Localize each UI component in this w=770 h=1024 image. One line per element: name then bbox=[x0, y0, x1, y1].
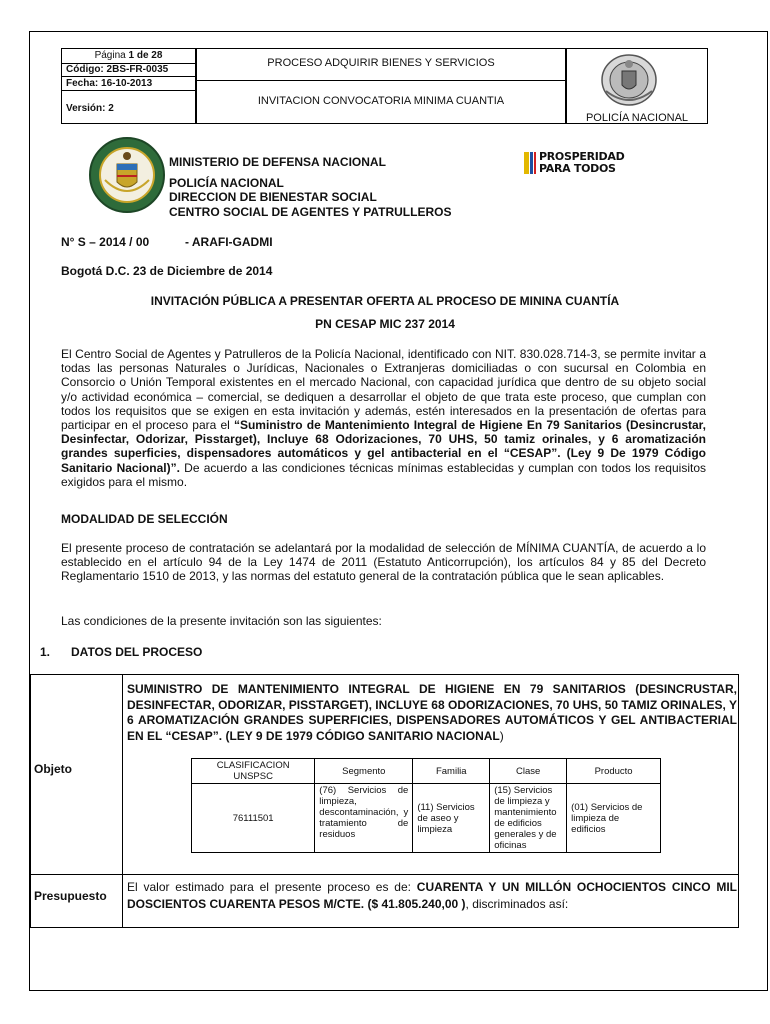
cell-clase: (15) Servicios de limpieza y mantenimiento de edificios generales y de oficinas bbox=[490, 784, 567, 853]
prosperidad-line2: PARA TODOS bbox=[539, 162, 616, 175]
intro-paragraph bbox=[61, 347, 706, 489]
header-segmento: Segmento bbox=[315, 759, 413, 784]
presupuesto-text bbox=[127, 879, 737, 913]
objeto-text-bold: SUMINISTRO DE MANTENIMIENTO INTEGRAL DE HIGIENE EN 79 SANITARIOS (DESINCRUSTAR, DESINFECTAR, ODORIZAR, PISSTARGET), INCLUYE 68 ODORIZACIONES, 70 UHS, 50 TAMIZ ORINALES, Y 6 AROMATIZACIÓN GRANDES SUPERFICIES, DISPENSADORES AUTOMÁTICOS Y GEL ANTIBACTERIAL EN EL “CESAP”. (LEY 9 DE 1979 CÓDIGO SANITARIO NACIONAL bbox=[127, 682, 737, 743]
entity-center: CENTRO SOCIAL DE AGENTES Y PATRULLEROS bbox=[169, 204, 452, 219]
form-date: Fecha: 16-10-2013 bbox=[66, 78, 153, 89]
entity-police: POLICÍA NACIONAL bbox=[169, 175, 284, 190]
invitation-title: INVITACION CONVOCATORIA MINIMA CUANTIA bbox=[257, 95, 505, 107]
conditions-text: Las condiciones de la presente invitación son las siguientes: bbox=[61, 614, 382, 628]
divider bbox=[61, 90, 196, 91]
unspsc-table bbox=[191, 758, 661, 853]
intro-tail: De acuerdo a las condiciones técnicas mínimas establecidas y cumplan con todos los requisitos exigidos para el mismo. bbox=[61, 460, 706, 489]
presupuesto-amount: CUARENTA Y UN MILLÓN OCHOCIENTOS CINCO MIL DOSCIENTOS CUARENTA PESOS M/CTE. ($ 41.805.240,00 ) bbox=[127, 880, 738, 911]
process-title: PROCESO ADQUIRIR BIENES Y SERVICIOS bbox=[267, 57, 495, 69]
logo-bar-red bbox=[534, 152, 536, 174]
page-counter: Página 1 de 28 bbox=[94, 50, 163, 61]
cell-code: 76111501 bbox=[192, 784, 315, 853]
modalidad-paragraph: El presente proceso de contratación se adelantará por la modalidad de selección de MÍNIMA CUANTÍA, de acuerdo a lo establecido en el artículo 94 de la Ley 1474 de 2011 (Estatuto Anticorrupción), los artículos 84 y 85 del Decreto Reglamentario 1510 de 2013, y las normas del estatuto general de la contratación pública que le sean aplicables. bbox=[61, 541, 706, 584]
form-code: Código: 2BS-FR-0035 bbox=[66, 64, 169, 75]
prosperidad-logo bbox=[524, 151, 634, 177]
objeto-text bbox=[127, 682, 737, 744]
header-familia: Familia bbox=[413, 759, 490, 784]
divider bbox=[196, 80, 566, 81]
entity-block bbox=[169, 155, 451, 219]
entity-ministry: MINISTERIO DE DEFENSA NACIONAL bbox=[169, 155, 386, 169]
main-title: INVITACIÓN PÚBLICA A PRESENTAR OFERTA AL PROCESO DE MININA CUANTÍA bbox=[150, 294, 620, 308]
reference-office: - ARAFI-GADMI bbox=[185, 235, 273, 249]
cell-familia: (11) Servicios de aseo y limpieza bbox=[413, 784, 490, 853]
entity-direction: DIRECCION DE BIENESTAR SOCIAL bbox=[169, 190, 377, 204]
header-clase: Clase bbox=[490, 759, 567, 784]
divider bbox=[61, 76, 196, 77]
section-number: 1. bbox=[40, 645, 51, 659]
section-title: DATOS DEL PROCESO bbox=[71, 645, 203, 659]
modalidad-heading: MODALIDAD DE SELECCIÓN bbox=[61, 512, 228, 526]
table-row bbox=[192, 784, 661, 853]
presupuesto-label: Presupuesto bbox=[34, 889, 107, 903]
police-seal-icon bbox=[598, 51, 660, 107]
objeto-text-end: ) bbox=[499, 728, 504, 743]
reference-number: N° S – 2014 / 00 bbox=[61, 235, 150, 249]
cell-producto: (01) Servicios de limpieza de edificios bbox=[567, 784, 661, 853]
table-header-row bbox=[192, 759, 661, 784]
logo-bar-yellow bbox=[524, 152, 529, 174]
logo-bar-blue bbox=[530, 152, 533, 174]
prosperidad-line1: PROSPERIDAD bbox=[539, 150, 625, 163]
intro-object: “Suministro de Mantenimiento Integral de Higiene En 79 Sanitarios (Desincrustar, Desinfectar, Odorizar, Pisstarget), Incluye 68 Odorizaciones, 70 UHS, 50 tamiz orinales, y 6 aromatización grandes superficies, dispensadores automáticos y gel antibacterial en el “CESAP”. (Ley 9 De 1979 Código Sanitario Nacional)”. bbox=[61, 418, 706, 475]
presupuesto-text-2: , discriminados así: bbox=[465, 897, 569, 911]
cell-segmento: (76) Servicios de limpieza, descontaminación, y tratamiento de residuos bbox=[315, 784, 413, 853]
intro-text: El Centro Social de Agentes y Patrulleros de la Policía Nacional, identificado con NIT. 830.028.714-3, se permite invitar a todas las personas Naturales o Jurídicas, Nacionales o Extranjeras domiciliadas o con sucursal en Colombia en Consorcio o Unión Temporal existentes en el mercado Nacional, con capacidad jurídica que dentro de su objeto social y/o actividad económica – comercial, se dediquen a desarrollar el objeto de que trata este proceso, que cumplan con todos los requisitos que se exigen en esta invitación y además, estén interesados en la presentación de ofertas para participar en el proceso para el bbox=[61, 347, 706, 433]
police-label: POLICÍA NACIONAL bbox=[585, 112, 689, 124]
place-date: Bogotá D.C. 23 de Diciembre de 2014 bbox=[61, 264, 273, 278]
objeto-label: Objeto bbox=[34, 762, 72, 776]
police-crest-icon bbox=[87, 136, 167, 214]
form-version: Versión: 2 bbox=[66, 103, 114, 114]
header-producto: Producto bbox=[567, 759, 661, 784]
process-code: PN CESAP MIC 237 2014 bbox=[315, 317, 455, 331]
header-unspsc: CLASIFICACION UNSPSC bbox=[192, 759, 315, 784]
presupuesto-text-1: El valor estimado para el presente proceso es de: bbox=[127, 880, 417, 894]
